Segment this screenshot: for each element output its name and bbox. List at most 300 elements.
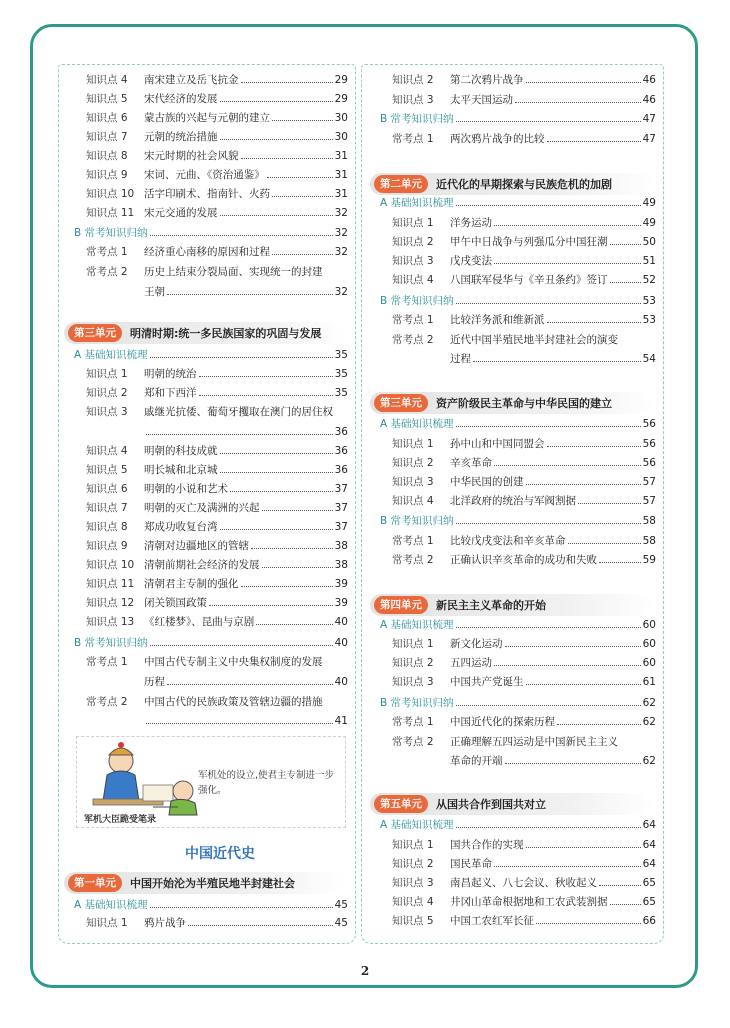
toc-entry[interactable] [86,187,348,202]
entry-title: 经济重心南移的原因和过程 [144,246,270,258]
toc-entry[interactable] [86,695,348,710]
entry-page: 30 [334,131,348,143]
leader-dots [167,684,333,685]
toc-entry[interactable] [392,637,656,652]
leader-dots [494,866,641,867]
entry-title: 北洋政府的统治与军阀割据 [450,495,576,507]
leader-dots [272,196,333,197]
entry-title: 国共合作的实现 [450,839,524,851]
unit-badge: 第四单元 [374,596,428,614]
entry-title: 新文化运动 [450,638,503,650]
entry-page: 46 [642,74,656,86]
entry-page: 64 [642,839,656,851]
section-b-heading[interactable] [74,226,348,241]
entry-page: 54 [642,353,656,365]
leader-dots [456,205,641,206]
entry-page: 45 [334,917,348,929]
entry-label: 常考点 1 [392,133,434,145]
toc-entry[interactable] [86,149,348,164]
entry-label: 知识点 5 [86,93,128,105]
entry-title: 五四运动 [450,657,492,669]
entry-page: 39 [334,578,348,590]
section-heading-page: 58 [642,515,656,527]
unit-title: 近代化的早期探索与民族危机的加剧 [436,178,612,191]
toc-entry[interactable] [86,463,348,478]
toc-entry[interactable] [392,273,656,288]
toc-entry[interactable] [392,73,656,88]
section-title: 中国近代史 [185,846,255,862]
toc-entry[interactable] [86,501,348,516]
leader-dots [536,923,641,924]
leader-dots [456,705,641,706]
entry-page: 31 [334,150,348,162]
leader-dots [557,724,641,725]
entry-page: 38 [334,559,348,571]
entry-title: 正确认识辛亥革命的成功和失败 [450,554,597,566]
toc-entry[interactable] [86,596,348,611]
leader-dots [241,82,333,83]
entry-label: 常考点 1 [86,246,128,258]
toc-entry[interactable] [392,475,656,490]
unit-badge: 第三单元 [68,324,122,342]
entry-label: 知识点 9 [86,169,128,181]
entry-label: 知识点 2 [86,387,128,399]
toc-entry[interactable] [392,838,656,853]
entry-title: 中国古代专制主义中央集权制度的发展 [144,656,323,668]
toc-entry-continued[interactable] [86,714,348,729]
entry-title: 比较戊戌变法和辛亥革命 [450,535,566,547]
section-heading-page: 45 [334,899,348,911]
section-a-heading[interactable] [74,348,348,363]
leader-dots [199,395,333,396]
unit-title: 资产阶级民主革命与中华民国的建立 [436,397,612,410]
cartoon-illustration [83,741,213,821]
entry-label: 知识点 1 [392,438,434,450]
leader-dots [456,523,641,524]
toc-entry[interactable] [392,333,656,348]
toc-entry[interactable] [392,857,656,872]
entry-label: 知识点 3 [86,406,128,418]
section-heading-title: A 基础知识梳理 [74,349,148,361]
toc-entry[interactable] [86,482,348,497]
toc-entry[interactable] [86,111,348,126]
entry-label: 知识点 3 [392,255,434,267]
toc-entry-continued[interactable] [392,754,656,769]
toc-entry[interactable] [392,254,656,269]
entry-page: 31 [334,188,348,200]
entry-label: 知识点 2 [392,858,434,870]
unit-title: 新民主主义革命的开始 [436,599,546,612]
toc-entry[interactable] [86,539,348,554]
leader-dots [262,510,333,511]
toc-entry-continued[interactable] [392,352,656,367]
toc-entry[interactable] [86,444,348,459]
entry-page: 36 [334,445,348,457]
entry-label: 知识点 2 [392,236,434,248]
toc-entry-continued[interactable] [86,425,348,440]
unit-badge: 第一单元 [68,874,122,892]
entry-label: 常考点 1 [86,656,128,668]
entry-page: 36 [334,426,348,438]
entry-title: 明朝的统治 [144,368,197,380]
entry-label: 知识点 4 [86,74,128,86]
section-heading-title: A 基础知识梳理 [380,619,454,631]
section-b-heading[interactable] [380,112,656,127]
toc-entry[interactable] [392,675,656,690]
leader-dots [610,244,641,245]
leader-dots [272,254,333,255]
entry-label: 常考点 2 [86,266,128,278]
toc-entry[interactable] [86,615,348,630]
toc-entry[interactable] [86,206,348,221]
toc-entry[interactable] [392,313,656,328]
entry-page: 30 [334,112,348,124]
leader-dots [146,723,333,724]
entry-title: 比较洋务派和维新派 [450,314,545,326]
entry-label: 知识点 5 [392,915,434,927]
unit-header[interactable] [370,793,654,815]
toc-entry[interactable] [86,655,348,670]
section-heading-page: 32 [334,227,348,239]
leader-dots [150,907,333,908]
entry-label: 常考点 1 [392,314,434,326]
entry-page: 62 [642,716,656,728]
entry-page: 51 [642,255,656,267]
unit-header[interactable] [370,594,654,616]
leader-dots [494,465,641,466]
entry-title: 清朝君主专制的强化 [144,578,239,590]
toc-entry[interactable] [86,130,348,145]
entry-label: 知识点 1 [392,638,434,650]
entry-page: 39 [334,597,348,609]
leader-dots [494,225,641,226]
toc-entry[interactable] [86,168,348,183]
toc-entry[interactable] [392,534,656,549]
toc-entry[interactable] [392,914,656,929]
section-a-heading[interactable] [380,196,656,211]
entry-page: 41 [334,715,348,727]
entry-title: 甲午中日战争与列强瓜分中国狂潮 [450,236,608,248]
leader-dots [526,484,641,485]
entry-page: 58 [642,535,656,547]
entry-title: 洋务运动 [450,217,492,229]
toc-entry[interactable] [392,715,656,730]
entry-page: 47 [642,133,656,145]
toc-entry[interactable] [392,656,656,671]
leader-dots [150,357,333,358]
entry-page: 32 [334,246,348,258]
entry-label: 知识点 3 [392,94,434,106]
leader-dots [473,361,641,362]
entry-title: 正确理解五四运动是中国新民主主义 [450,736,618,748]
entry-label: 知识点 1 [392,217,434,229]
toc-entry[interactable] [392,553,656,568]
leader-dots [599,562,641,563]
leader-dots [220,101,333,102]
entry-label: 常考点 1 [392,716,434,728]
leader-dots [146,434,333,435]
entry-title: 两次鸦片战争的比较 [450,133,545,145]
toc-entry[interactable] [86,520,348,535]
toc-entry[interactable] [392,235,656,250]
leader-dots [251,548,333,549]
entry-title: 宋代经济的发展 [144,93,218,105]
section-heading-page: 60 [642,619,656,631]
entry-label: 知识点 12 [86,597,135,609]
toc-entry[interactable] [86,405,348,420]
entry-title: 中国近代化的探索历程 [450,716,555,728]
section-heading-title: A 基础知识梳理 [380,418,454,430]
entry-page: 35 [334,387,348,399]
entry-label: 知识点 1 [86,917,128,929]
section-heading-title: B 常考知识归纳 [380,515,454,527]
entry-title: 宋词、元曲、《资治通鉴》 [144,169,265,181]
toc-entry[interactable] [392,216,656,231]
entry-title: 清朝对边疆地区的管辖 [144,540,249,552]
entry-page: 64 [642,858,656,870]
entry-title: 郑和下西洋 [144,387,197,399]
unit-badge: 第五单元 [374,795,428,813]
leader-dots [599,885,641,886]
entry-page: 36 [334,464,348,476]
leader-dots [578,503,641,504]
section-heading-page: 56 [642,418,656,430]
toc-entry[interactable] [86,245,348,260]
toc-entry[interactable] [86,577,348,592]
entry-label: 知识点 9 [86,540,128,552]
entry-label: 知识点 3 [392,676,434,688]
section-heading-title: B 常考知识归纳 [74,637,148,649]
section-heading-page: 40 [334,637,348,649]
unit-header[interactable] [370,173,654,195]
section-heading-title: A 基础知识梳理 [380,197,454,209]
entry-label: 知识点 4 [86,445,128,457]
entry-label: 知识点 4 [392,495,434,507]
entry-title-continued: 革命的开端 [450,755,503,767]
toc-entry[interactable] [86,73,348,88]
entry-title: 戚继光抗倭、葡萄牙攫取在澳门的居住权 [144,406,333,418]
leader-dots [220,139,333,140]
toc-entry[interactable] [392,494,656,509]
entry-title: 辛亥革命 [450,457,492,469]
entry-page: 46 [642,94,656,106]
leader-dots [267,177,333,178]
leader-dots [209,605,333,606]
leader-dots [220,529,333,530]
entry-title: 太平天国运动 [450,94,513,106]
leader-dots [505,646,641,647]
section-a-heading[interactable] [380,618,656,633]
entry-title: 明朝的小说和艺术 [144,483,228,495]
leader-dots [505,763,641,764]
entry-title: 第二次鸦片战争 [450,74,524,86]
leader-dots [547,141,641,142]
section-heading-title: A 基础知识梳理 [74,899,148,911]
entry-page: 37 [334,521,348,533]
leader-dots [526,82,641,83]
entry-title: 中华民国的创建 [450,476,524,488]
leader-dots [188,925,333,926]
entry-label: 知识点 11 [86,578,135,590]
section-a-heading[interactable] [74,898,348,913]
section-b-heading[interactable] [74,636,348,651]
entry-title: 明朝的科技成就 [144,445,218,457]
leader-dots [610,282,641,283]
leader-dots [456,426,641,427]
entry-page: 32 [334,286,348,298]
section-a-heading[interactable] [380,818,656,833]
leader-dots [547,446,641,447]
leader-dots [526,684,641,685]
section-heading-page: 35 [334,349,348,361]
unit-badge: 第二单元 [374,175,428,193]
entry-label: 知识点 2 [392,657,434,669]
entry-page: 56 [642,438,656,450]
leader-dots [230,491,333,492]
unit-title: 中国开始沦为半殖民地半封建社会 [130,877,295,890]
toc-entry[interactable] [86,367,348,382]
entry-page: 32 [334,207,348,219]
leader-dots [241,586,333,587]
unit-header[interactable] [370,392,654,414]
entry-label: 知识点 2 [392,74,434,86]
toc-entry[interactable] [86,558,348,573]
entry-page: 49 [642,217,656,229]
section-heading-title: B 常考知识归纳 [74,227,148,239]
entry-title-continued: 过程 [450,353,471,365]
entry-page: 65 [642,877,656,889]
entry-label: 常考点 2 [392,334,434,346]
toc-entry[interactable] [392,876,656,891]
entry-page: 52 [642,274,656,286]
entry-title: 历史上结束分裂局面、实现统一的封建 [144,266,323,278]
leader-dots [272,120,333,121]
entry-label: 知识点 1 [392,839,434,851]
entry-label: 常考点 2 [86,696,128,708]
leader-dots [220,472,333,473]
section-b-heading[interactable] [380,514,656,529]
section-heading-page: 47 [642,113,656,125]
entry-label: 知识点 1 [86,368,128,380]
entry-page: 38 [334,540,348,552]
entry-title: 蒙古族的兴起与元朝的建立 [144,112,270,124]
leader-dots [456,627,641,628]
section-b-heading[interactable] [380,294,656,309]
entry-label: 常考点 1 [392,535,434,547]
entry-label: 知识点 7 [86,502,128,514]
toc-entry[interactable] [86,92,348,107]
entry-title: 鸦片战争 [144,917,186,929]
entry-title: 戊戌变法 [450,255,492,267]
entry-label: 知识点 6 [86,112,128,124]
entry-title: 元朝的统治措施 [144,131,218,143]
entry-label: 知识点 10 [86,188,135,200]
section-heading-page: 64 [642,819,656,831]
entry-label: 常考点 2 [392,554,434,566]
entry-page: 37 [334,502,348,514]
entry-label: 知识点 5 [86,464,128,476]
section-heading-page: 62 [642,697,656,709]
leader-dots [526,847,641,848]
entry-title: 中国工农红军长征 [450,915,534,927]
entry-page: 62 [642,755,656,767]
entry-page: 40 [334,616,348,628]
entry-title: 中国古代的民族政策及管辖边疆的措施 [144,696,323,708]
entry-label: 知识点 7 [86,131,128,143]
entry-label: 常考点 2 [392,736,434,748]
toc-entry-continued[interactable] [86,675,348,690]
entry-title: 《红楼梦》、昆曲与京剧 [144,616,255,628]
toc-entry[interactable] [392,132,656,147]
entry-label: 知识点 13 [86,616,135,628]
section-heading-page: 49 [642,197,656,209]
leader-dots [494,263,641,264]
entry-label: 知识点 10 [86,559,135,571]
leader-dots [220,453,333,454]
entry-title: 中国共产党诞生 [450,676,524,688]
entry-page: 35 [334,368,348,380]
entry-label: 知识点 3 [392,476,434,488]
toc-entry[interactable] [392,93,656,108]
unit-title: 明清时期:统一多民族国家的巩固与发展 [130,327,322,340]
toc-entry[interactable] [392,437,656,452]
toc-entry[interactable] [86,265,348,280]
entry-label: 知识点 4 [392,274,434,286]
toc-entry[interactable] [392,735,656,750]
entry-title: 孙中山和中国同盟会 [450,438,545,450]
leader-dots [547,322,641,323]
leader-dots [456,827,641,828]
entry-title: 明朝的灭亡及满洲的兴起 [144,502,260,514]
entry-page: 65 [642,896,656,908]
entry-page: 66 [642,915,656,927]
entry-label: 知识点 8 [86,521,128,533]
entry-page: 29 [334,74,348,86]
toc-entry[interactable] [86,386,348,401]
entry-page: 60 [642,638,656,650]
section-a-heading[interactable] [380,417,656,432]
leader-dots [199,376,333,377]
entry-page: 57 [642,495,656,507]
toc-entry[interactable] [86,916,348,931]
entry-title-continued: 历程 [144,676,165,688]
toc-entry-continued[interactable] [86,285,348,300]
entry-page: 40 [334,676,348,688]
entry-page: 57 [642,476,656,488]
leader-dots [456,303,641,304]
section-b-heading[interactable] [380,696,656,711]
toc-entry[interactable] [392,456,656,471]
entry-title: 活字印刷术、指南针、火药 [144,188,270,200]
entry-title: 清朝前期社会经济的发展 [144,559,260,571]
entry-page: 59 [642,554,656,566]
entry-title: 国民革命 [450,858,492,870]
entry-label: 知识点 6 [86,483,128,495]
entry-label: 知识点 3 [392,877,434,889]
leader-dots [150,645,333,646]
unit-header[interactable] [64,872,344,894]
leader-dots [610,904,641,905]
unit-header[interactable] [64,322,344,344]
illustration-label: 军机大臣跪受笔录 [84,815,157,825]
section-heading-title: B 常考知识归纳 [380,113,454,125]
leader-dots [262,567,333,568]
entry-title: 宋元时期的社会风貌 [144,150,239,162]
entry-page: 61 [642,676,656,688]
entry-page: 37 [334,483,348,495]
toc-entry[interactable] [392,895,656,910]
leader-dots [150,235,333,236]
